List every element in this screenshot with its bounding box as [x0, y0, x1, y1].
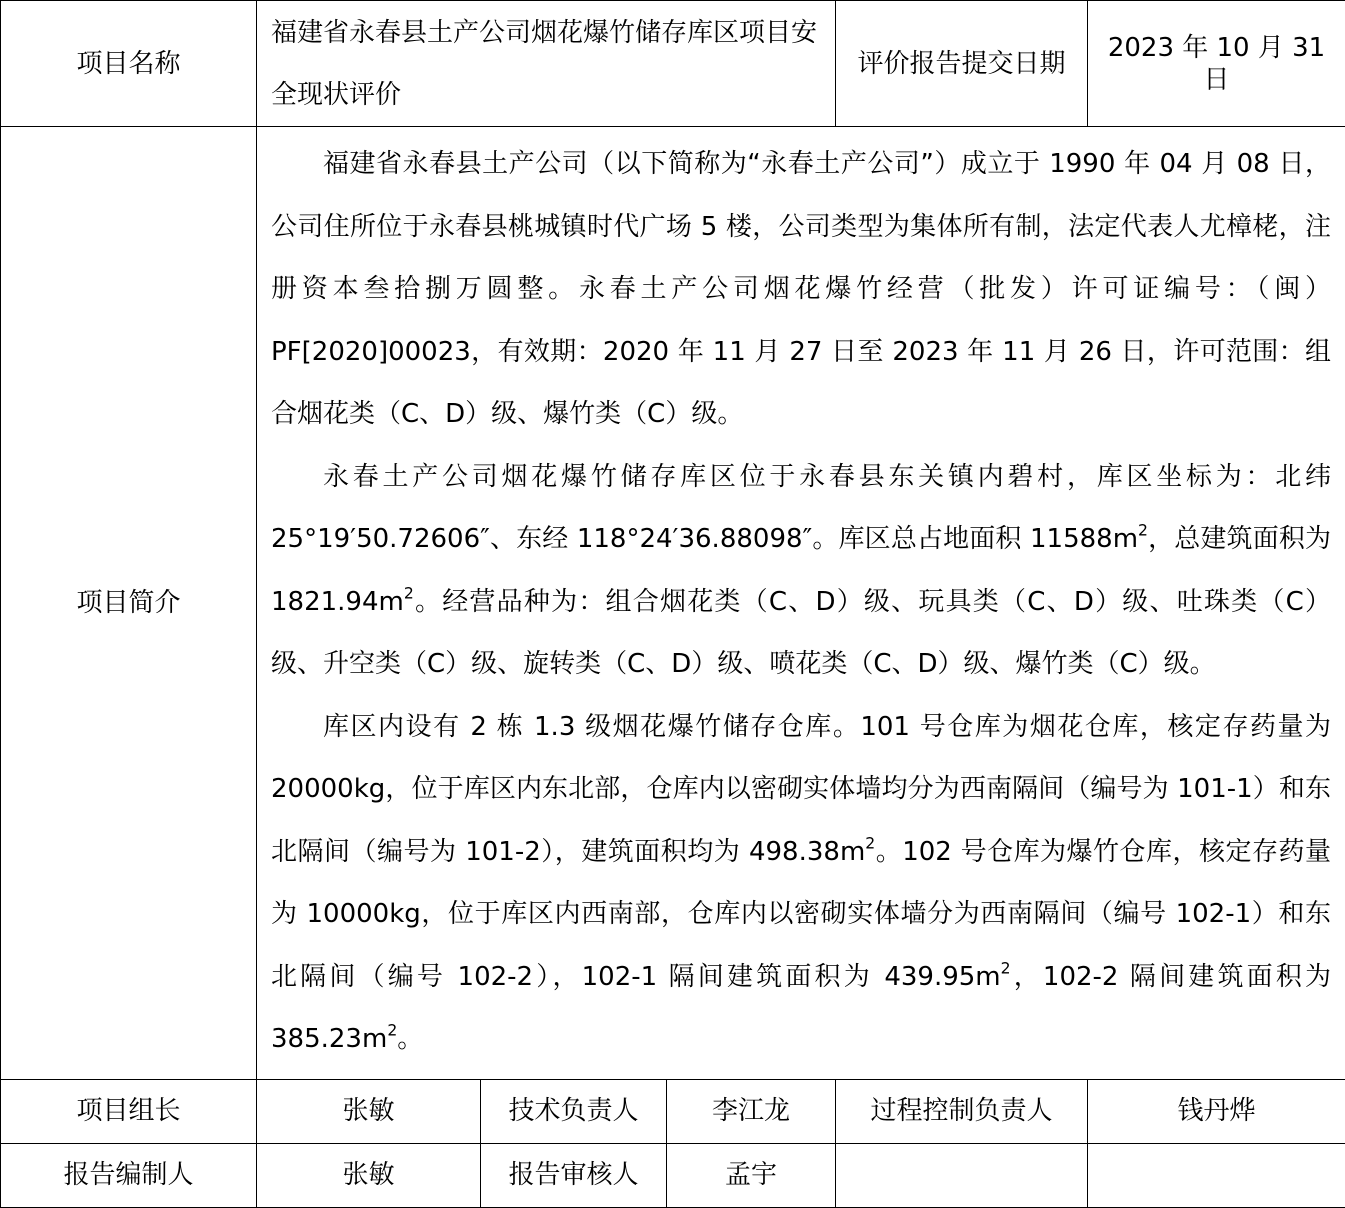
reviewer-value: 孟宇	[667, 1143, 836, 1207]
project-intro-label: 项目简介	[1, 127, 257, 1080]
empty-cell	[1088, 1143, 1345, 1207]
intro-paragraph-1: 福建省永春县土产公司（以下简称为“永春土产公司”）成立于 1990 年 04 月 08 日，公司住所位于永春县桃城镇时代广场 5 楼，公司类型为集体所有制，法定代表人尤樟栳，注册资本叁拾捌万圆整。永春土产公司烟花爆竹经营（批发）许可证编号：（闽）PF[2020]00023，有效期：2020 年 11 月 27 日至 2023 年 11 月 26 日，许可范围：组合烟花类（C、D）级、爆竹类（C）级。	[271, 133, 1331, 446]
project-intro-text	[257, 127, 1345, 1080]
process-lead-label: 过程控制负责人	[836, 1079, 1088, 1143]
empty-cell	[836, 1143, 1088, 1207]
submit-date-label: 评价报告提交日期	[836, 1, 1088, 127]
writer-label: 报告编制人	[1, 1143, 257, 1207]
leader-label: 项目组长	[1, 1079, 257, 1143]
team-row-2	[1, 1143, 1345, 1207]
intro-paragraph-2: 永春土产公司烟花爆竹储存库区位于永春县东关镇内碧村，库区坐标为：北纬 25°19′50.72606″、东经 118°24′36.88098″。库区总占地面积 $11588m^2$，总建筑面积为 $1821.94m^2$。经营品种为：组合烟花类（C、D）级、玩具类（C、D）级、吐珠类（C）级、升空类（C）级、旋转类（C、D）级、喷花类（C、D）级、爆竹类（C）级。	[271, 446, 1331, 696]
writer-value: 张敏	[257, 1143, 481, 1207]
reviewer-label: 报告审核人	[481, 1143, 667, 1207]
tech-lead-value: 李江龙	[667, 1079, 836, 1143]
team-row-1	[1, 1079, 1345, 1143]
tech-lead-label: 技术负责人	[481, 1079, 667, 1143]
project-name-row	[1, 1, 1345, 127]
project-name-value: 福建省永春县土产公司烟花爆竹储存库区项目安全现状评价	[257, 1, 836, 127]
leader-value: 张敏	[257, 1079, 481, 1143]
project-intro-row	[1, 127, 1345, 1080]
process-lead-value: 钱丹烨	[1088, 1079, 1345, 1143]
project-name-label: 项目名称	[1, 1, 257, 127]
submit-date-value: 2023 年 10 月 31 日	[1088, 1, 1345, 127]
intro-paragraph-3: 库区内设有 2 栋 1.3 级烟花爆竹储存仓库。101 号仓库为烟花仓库，核定存药量为 20000kg，位于库区内东北部，仓库内以密砌实体墙均分为西南隔间（编号为 101-1）和东北隔间（编号为 101-2），建筑面积均为 $498.38m^2$。102 号仓库为爆竹仓库，核定存药量为 10000kg，位于库区内西南部，仓库内以密砌实体墙分为西南隔间（编号 102-1）和东北隔间（编号 102-2），102-1 隔间建筑面积为 $439.95m^2$，102-2 隔间建筑面积为 $385.23m^2$。	[271, 696, 1331, 1071]
